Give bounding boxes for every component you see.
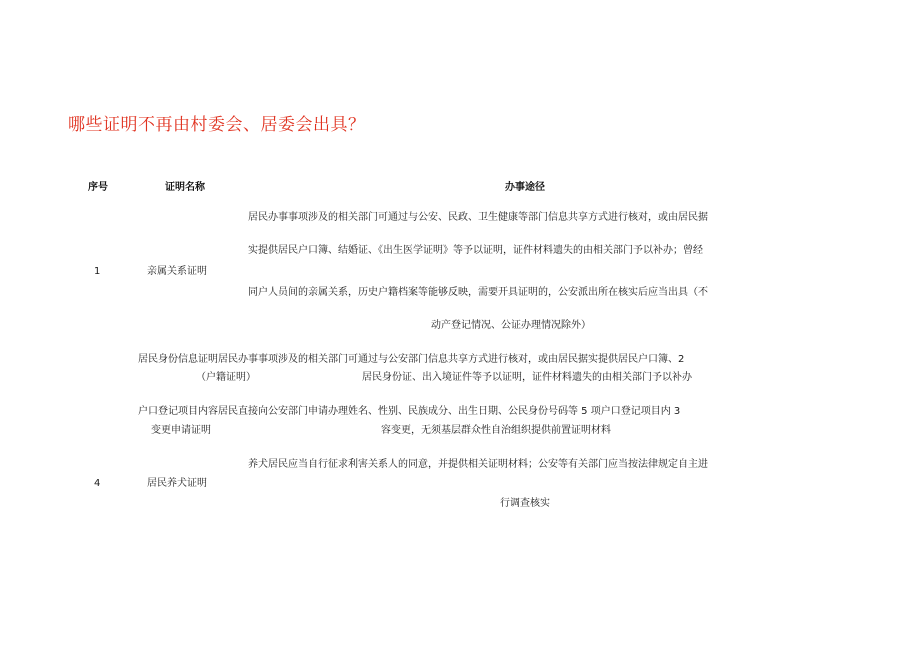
row2-line-2: 居民身份证、出入境证件等予以证明，证件材料遗失的由相关部门予以补办 bbox=[362, 372, 692, 383]
row3-line-2: 容变更，无须基层群众性自治组织提供前置证明材料 bbox=[381, 425, 611, 436]
row4-procedure-line-1: 养犬居民应当自行征求利害关系人的同意，并提供相关证明材料；公安等有关部门应当按法律规定自主进 bbox=[248, 459, 708, 470]
header-certificate-name: 证明名称 bbox=[165, 182, 205, 193]
row4-number: 4 bbox=[94, 478, 101, 489]
row1-procedure-line-2: 实提供居民户口簿、结婚证、《出生医学证明》等予以证明，证件材料遗失的由相关部门予以补办；曾经 bbox=[248, 245, 703, 256]
header-serial-number: 序号 bbox=[88, 182, 108, 193]
row2-certificate-name-continued: （户籍证明） bbox=[196, 372, 256, 383]
page-title: 哪些证明不再由村委会、居委会出具？ bbox=[68, 115, 366, 135]
row4-certificate-name: 居民养犬证明 bbox=[147, 478, 207, 489]
row2-line-1: 居民身份信息证明居民办事事项涉及的相关部门可通过与公安部门信息共享方式进行核对，或由居民据实提供居民户口簿、2 bbox=[138, 354, 685, 365]
row3-line-1: 户口登记项目内容居民直接向公安部门申请办理姓名、性别、民族成分、出生日期、公民身份号码等 5 项户口登记项目内 3 bbox=[138, 406, 681, 417]
header-procedure: 办事途径 bbox=[505, 182, 545, 193]
row1-number: 1 bbox=[94, 266, 101, 277]
row4-procedure-line-2: 行调查核实 bbox=[500, 498, 550, 509]
row1-procedure-line-4: 动产登记情况、公证办理情况除外） bbox=[431, 320, 591, 331]
row1-procedure-line-1: 居民办事事项涉及的相关部门可通过与公安、民政、卫生健康等部门信息共享方式进行核对，或由居民据 bbox=[248, 212, 708, 223]
row3-certificate-name-continued: 变更申请证明 bbox=[151, 425, 211, 436]
row1-procedure-line-3: 同户人员间的亲属关系，历史户籍档案等能够反映，需要开具证明的，公安派出所在核实后应当出具（不 bbox=[248, 287, 708, 298]
row1-certificate-name: 亲属关系证明 bbox=[147, 266, 207, 277]
